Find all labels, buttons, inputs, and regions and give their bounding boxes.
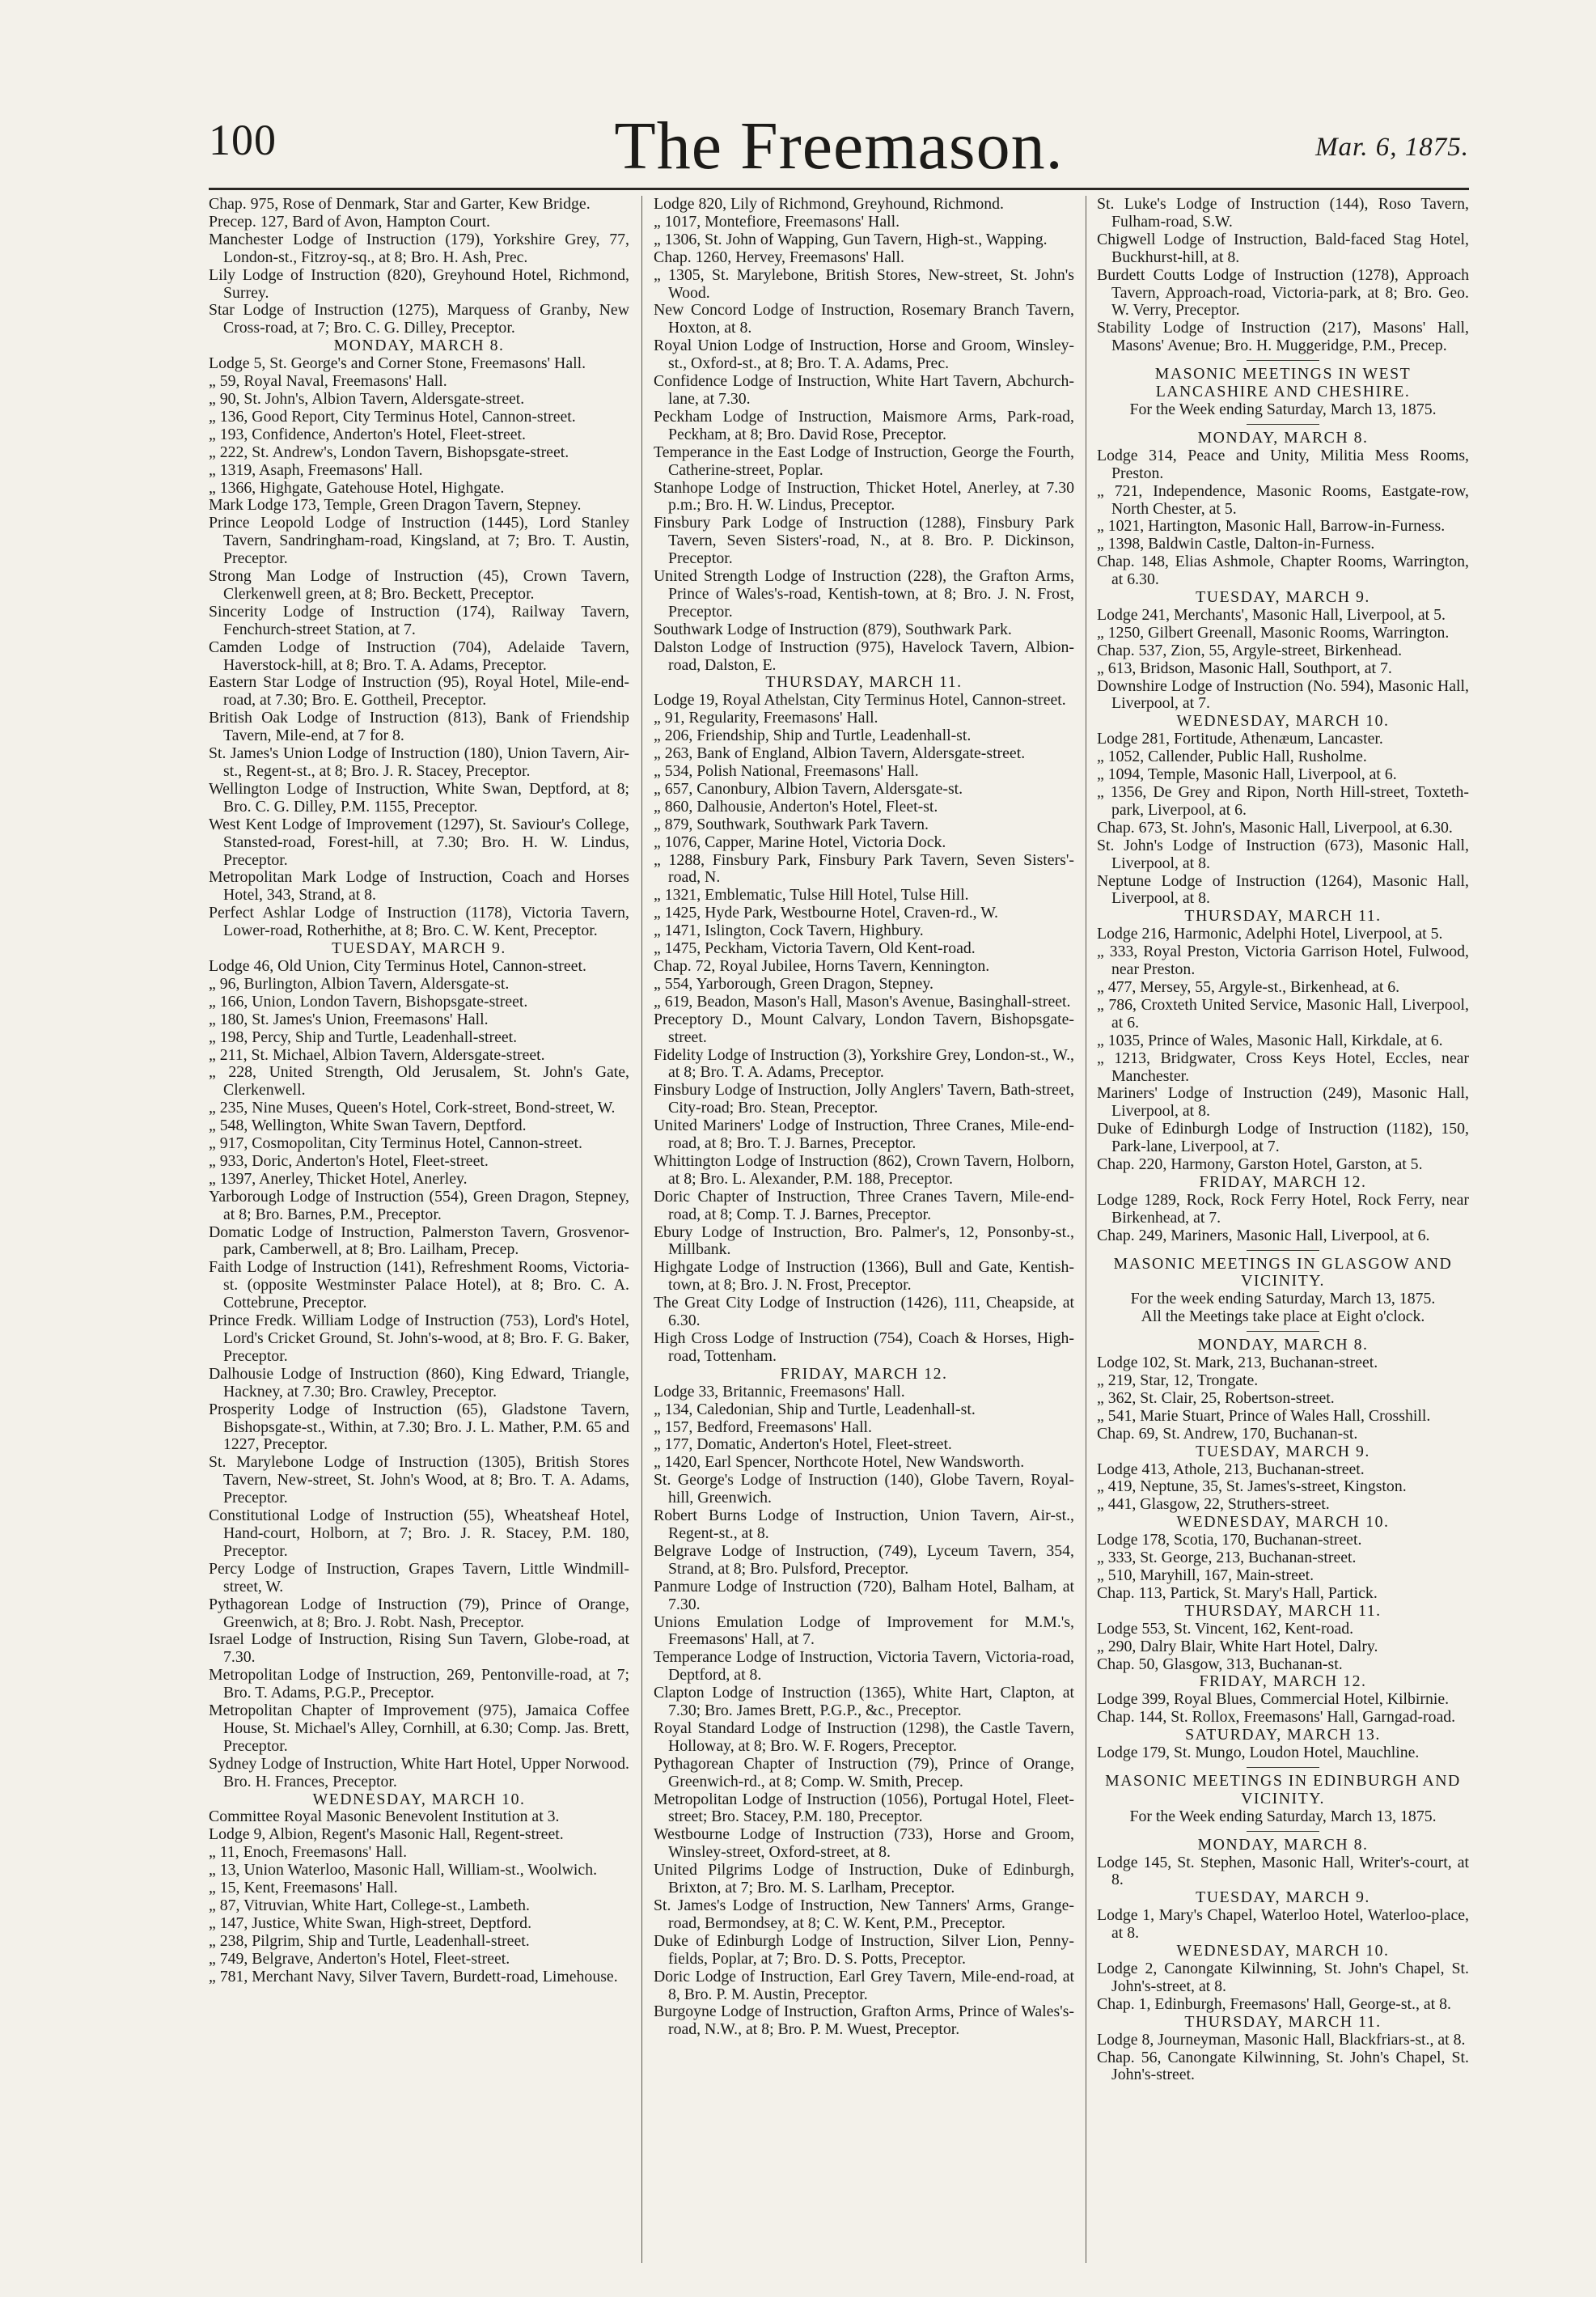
meeting-entry: St. John's Lodge of Instruction (673), Masonic Hall, Liverpool, at 8.: [1097, 836, 1469, 872]
meeting-entry: Dalston Lodge of Instruction (975), Havelock Tavern, Albion-road, Dalston, E.: [654, 638, 1074, 674]
meeting-entry: Stability Lodge of Instruction (217), Masons' Hall, Masons' Avenue; Bro. H. Muggeridge, P.M., Precep.: [1097, 319, 1469, 355]
meeting-entry: „ 1425, Hyde Park, Westbourne Hotel, Craven-rd., W.: [654, 904, 999, 922]
section-subtitle: For the week ending Saturday, March 13, 1875.: [1130, 1290, 1436, 1308]
meeting-entry: Lodge 314, Peace and Unity, Militia Mess Rooms, Preston.: [1097, 446, 1469, 482]
meeting-entry: Stanhope Lodge of Instruction, Thicket Hotel, Anerley, at 7.30 p.m.; Bro. H. W. Lindus, Preceptor.: [654, 478, 1074, 515]
meeting-entry: „ 554, Yarborough, Green Dragon, Stepney.: [654, 974, 933, 993]
meeting-entry: „ 1366, Highgate, Gatehouse Hotel, Highgate.: [209, 478, 505, 497]
meeting-entry: Chap. 148, Elias Ashmole, Chapter Rooms, Warrington, at 6.30.: [1097, 553, 1469, 589]
meeting-entry: Lodge 5, St. George's and Corner Stone, Freemasons' Hall.: [209, 354, 586, 373]
section-separator: [1247, 424, 1319, 425]
column-2: [654, 196, 1074, 2263]
meeting-entry: „ 917, Cosmopolitan, City Terminus Hotel, Cannon-street.: [209, 1134, 582, 1153]
meeting-entry: „ 1052, Callender, Public Hall, Rusholme.: [1097, 748, 1367, 766]
day-heading: THURSDAY, MARCH 11.: [1184, 2012, 1382, 2031]
meeting-entry: „ 1471, Islington, Cock Tavern, Highbury.: [654, 922, 924, 940]
meeting-entry: United Pilgrims Lodge of Instruction, Duke of Edinburgh, Brixton, at 7; Bro. M. S. Larlham, Preceptor.: [654, 1861, 1074, 1897]
meeting-entry: Committee Royal Masonic Benevolent Institution at 3.: [209, 1808, 560, 1826]
meeting-entry: „ 1305, St. Marylebone, British Stores, New-street, St. John's Wood.: [654, 265, 1074, 302]
meeting-entry: Lodge 33, Britannic, Freemasons' Hall.: [654, 1382, 905, 1401]
meeting-entry: „ 134, Caledonian, Ship and Turtle, Leadenhall-st.: [654, 1400, 976, 1418]
meeting-entry: Lodge 241, Merchants', Masonic Hall, Liverpool, at 5.: [1097, 605, 1446, 624]
meeting-entry: „ 1475, Peckham, Victoria Tavern, Old Kent-road.: [654, 939, 976, 958]
meeting-entry: Lodge 178, Scotia, 170, Buchanan-street.: [1097, 1531, 1362, 1549]
meeting-entry: Camden Lodge of Instruction (704), Adelaide Tavern, Haverstock-hill, at 8; Bro. T. A. Adams, Preceptor.: [209, 638, 629, 674]
day-heading: THURSDAY, MARCH 11.: [1184, 1601, 1382, 1620]
meeting-entry: West Kent Lodge of Improvement (1297), St. Saviour's College, Stansted-road, Forest-hill, at 7.30; Bro. H. W. Lindus, Preceptor.: [209, 815, 629, 869]
meeting-entry: „ 1398, Baldwin Castle, Dalton-in-Furness.: [1097, 535, 1375, 553]
meeting-entry: Chap. 537, Zion, 55, Argyle-street, Birkenhead.: [1097, 641, 1403, 659]
meeting-entry: Chap. 673, St. John's, Masonic Hall, Liverpool, at 6.30.: [1097, 818, 1453, 837]
meeting-entry: „ 193, Confidence, Anderton's Hotel, Fleet-street.: [209, 425, 526, 443]
meeting-entry: Ebury Lodge of Instruction, Bro. Palmer's, 12, Ponsonby-st., Millbank.: [654, 1223, 1074, 1259]
meeting-entry: Pythagorean Lodge of Instruction (79), Prince of Orange, Greenwich, at 8; Bro. J. Robt. Nash, Preceptor.: [209, 1595, 629, 1631]
meeting-entry: „ 541, Marie Stuart, Prince of Wales Hall, Crosshill.: [1097, 1406, 1431, 1425]
meeting-entry: Chap. 144, St. Rollox, Freemasons' Hall, Garngad-road.: [1097, 1708, 1456, 1727]
meeting-entry: Chap. 113, Partick, St. Mary's Hall, Partick.: [1097, 1583, 1378, 1602]
meeting-entry: Manchester Lodge of Instruction (179), Yorkshire Grey, 77, London-st., Fitzroy-sq., at 8; Bro. H. Ash, Prec.: [209, 230, 629, 266]
section-subtitle: For the Week ending Saturday, March 13, 1875.: [1129, 1807, 1437, 1825]
meeting-entry: „ 198, Percy, Ship and Turtle, Leadenhall-street.: [209, 1028, 518, 1046]
issue-date: Mar. 6, 1875.: [1315, 133, 1469, 162]
meeting-entry: „ 166, Union, London Tavern, Bishopsgate-street.: [209, 992, 528, 1011]
meeting-entry: Highgate Lodge of Instruction (1366), Bull and Gate, Kentish-town, at 8; Bro. J. N. Frost, Preceptor.: [654, 1258, 1074, 1295]
day-heading: THURSDAY, MARCH 11.: [1184, 907, 1382, 926]
meeting-entry: Lily Lodge of Instruction (820), Greyhound Hotel, Richmond, Surrey.: [209, 265, 629, 302]
meeting-entry: Doric Lodge of Instruction, Earl Grey Tavern, Mile-end-road, at 8, Bro. P. M. Austin, Preceptor.: [654, 1967, 1074, 2003]
day-heading: TUESDAY, MARCH 9.: [1196, 1442, 1370, 1460]
day-heading: TUESDAY, MARCH 9.: [1196, 588, 1370, 607]
meeting-entry: „ 222, St. Andrew's, London Tavern, Bishopsgate-street.: [209, 443, 569, 461]
meeting-entry: „ 333, St. George, 213, Buchanan-street.: [1097, 1549, 1357, 1567]
meeting-entry: Dalhousie Lodge of Instruction (860), King Edward, Triangle, Hackney, at 7.30; Bro. Crawley, Preceptor.: [209, 1364, 629, 1401]
meeting-entry: Mark Lodge 173, Temple, Green Dragon Tavern, Stepney.: [209, 496, 582, 515]
meeting-entry: Preceptory D., Mount Calvary, London Tavern, Bishopsgate-street.: [654, 1010, 1074, 1046]
meeting-entry: Faith Lodge of Instruction (141), Refreshment Rooms, Victoria-st. (opposite Westminster Palace Hotel), at 8; Bro. C. A. Cottebrune, Preceptor.: [209, 1258, 629, 1312]
meeting-entry: St. Marylebone Lodge of Instruction (1305), British Stores Tavern, New-street, St. John's Wood, at 8; Bro. T. A. Adams, Preceptor.: [209, 1453, 629, 1507]
section-subtitle: All the Meetings take place at Eight o'clock.: [1141, 1307, 1425, 1326]
meeting-entry: Chap. 249, Mariners, Masonic Hall, Liverpool, at 6.: [1097, 1226, 1430, 1244]
meeting-entry: „ 1250, Gilbert Greenall, Masonic Rooms, Warrington.: [1097, 623, 1450, 642]
meeting-entry: „ 96, Burlington, Albion Tavern, Aldersgate-st.: [209, 974, 510, 993]
meeting-entry: „ 263, Bank of England, Albion Tavern, Aldersgate-street.: [654, 744, 1026, 763]
meeting-entry: Chap. 1260, Hervey, Freemasons' Hall.: [654, 248, 904, 266]
meeting-entry: Clapton Lodge of Instruction (1365), White Hart, Clapton, at 7.30; Bro. James Brett, P.G.P., &c., Preceptor.: [654, 1684, 1074, 1720]
meeting-entry: „ 721, Independence, Masonic Rooms, Eastgate-row, North Chester, at 5.: [1097, 481, 1469, 518]
meeting-entry: St. James's Union Lodge of Instruction (180), Union Tavern, Air-st., Regent-st., at 8; Bro. J. R. Stacey, Preceptor.: [209, 744, 629, 780]
meeting-entry: Downshire Lodge of Instruction (No. 594), Masonic Hall, Liverpool, at 7.: [1097, 676, 1469, 713]
meeting-entry: „ 228, United Strength, Old Jerusalem, St. John's Gate, Clerkenwell.: [209, 1063, 629, 1100]
meeting-entry: Chap. 50, Glasgow, 313, Buchanan-st.: [1097, 1655, 1343, 1673]
meeting-entry: Burdett Coutts Lodge of Instruction (1278), Approach Tavern, Approach-road, Victoria-park, at 8; Bro. Geo. W. Verry, Preceptor.: [1097, 265, 1469, 320]
day-heading: TUESDAY, MARCH 9.: [332, 939, 506, 958]
meeting-entry: Sincerity Lodge of Instruction (174), Railway Tavern, Fenchurch-street Station, at 7.: [209, 602, 629, 638]
meeting-entry: Lodge 8, Journeyman, Masonic Hall, Blackfriars-st., at 8.: [1097, 2030, 1466, 2049]
meeting-entry: Whittington Lodge of Instruction (862), Crown Tavern, Holborn, at 8; Bro. L. Alexander, P.M. 188, Preceptor.: [654, 1151, 1074, 1188]
meeting-entry: Constitutional Lodge of Instruction (55), Wheatsheaf Hotel, Hand-court, Holborn, at 7; Bro. J. R. Stacey, P.M. 180, Preceptor.: [209, 1507, 629, 1560]
meeting-entry: „ 211, St. Michael, Albion Tavern, Aldersgate-street.: [209, 1045, 545, 1064]
masthead: [209, 108, 1469, 193]
meeting-entry: „ 1213, Bridgwater, Cross Keys Hotel, Eccles, near Manchester.: [1097, 1049, 1469, 1085]
meeting-entry: „ 235, Nine Muses, Queen's Hotel, Cork-street, Bond-street, W.: [209, 1099, 616, 1117]
meeting-entry: Metropolitan Mark Lodge of Instruction, Coach and Horses Hotel, 343, Strand, at 8.: [209, 868, 629, 905]
meeting-entry: Westbourne Lodge of Instruction (733), Horse and Groom, Winsley-street, Oxford-street, at 8.: [654, 1825, 1074, 1862]
meeting-entry: „ 657, Canonbury, Albion Tavern, Aldersgate-st.: [654, 779, 963, 798]
day-heading: FRIDAY, MARCH 12.: [1199, 1172, 1367, 1191]
day-heading: FRIDAY, MARCH 12.: [1199, 1672, 1367, 1691]
page-number: 100: [209, 116, 277, 164]
section-separator: [1247, 360, 1319, 361]
meeting-entry: Percy Lodge of Instruction, Grapes Tavern, Little Windmill-street, W.: [209, 1559, 629, 1596]
meeting-entry: Finsbury Lodge of Instruction, Jolly Anglers' Tavern, Bath-street, City-road; Bro. Stean, Preceptor.: [654, 1081, 1074, 1117]
meeting-entry: Confidence Lodge of Instruction, White Hart Tavern, Abchurch-lane, at 7.30.: [654, 372, 1074, 408]
meeting-entry: Finsbury Park Lodge of Instruction (1288), Finsbury Park Tavern, Seven Sisters'-road, N., at 8. Bro. P. Dickinson, Preceptor.: [654, 514, 1074, 568]
meeting-entry: St. James's Lodge of Instruction, New Tanners' Arms, Grange-road, Bermondsey, at 8; C. W. Kent, P.M., Preceptor.: [654, 1897, 1074, 1932]
meeting-entry: Unions Emulation Lodge of Improvement for M.M.'s, Freemasons' Hall, at 7.: [654, 1613, 1074, 1649]
meeting-entry: Lodge 281, Fortitude, Athenæum, Lancaster.: [1097, 730, 1383, 748]
masthead-rule: [209, 188, 1469, 190]
meeting-entry: „ 157, Bedford, Freemasons' Hall.: [654, 1418, 873, 1436]
day-heading: WEDNESDAY, MARCH 10.: [1176, 1513, 1390, 1532]
meeting-entry: Perfect Ashlar Lodge of Instruction (1178), Victoria Tavern, Lower-road, Rotherhithe, at 8; Bro. C. W. Kent, Preceptor.: [209, 904, 629, 940]
meeting-entry: Chap. 220, Harmony, Garston Hotel, Garston, at 5.: [1097, 1155, 1423, 1174]
meeting-entry: Lodge 820, Lily of Richmond, Greyhound, Richmond.: [654, 196, 1004, 213]
meeting-entry: „ 613, Bridson, Masonic Hall, Southport, at 7.: [1097, 659, 1392, 677]
day-heading: MONDAY, MARCH 8.: [1197, 428, 1369, 447]
meeting-entry: Sydney Lodge of Instruction, White Hart Hotel, Upper Norwood. Bro. H. Frances, Preceptor.: [209, 1754, 629, 1791]
meeting-entry: Chap. 1, Edinburgh, Freemasons' Hall, George-st., at 8.: [1097, 1994, 1451, 2013]
meeting-entry: Royal Standard Lodge of Instruction (1298), the Castle Tavern, Holloway, at 8; Bro. W. F. Rogers, Preceptor.: [654, 1719, 1074, 1755]
meeting-entry: „ 933, Doric, Anderton's Hotel, Fleet-street.: [209, 1151, 489, 1170]
meeting-entry: Star Lodge of Instruction (1275), Marquess of Granby, New Cross-road, at 7; Bro. C. G. Dilley, Preceptor.: [209, 301, 629, 337]
day-heading: MONDAY, MARCH 8.: [333, 337, 505, 355]
meeting-entry: Peckham Lodge of Instruction, Maismore Arms, Park-road, Peckham, at 8; Bro. David Rose, Preceptor.: [654, 407, 1074, 443]
day-heading: WEDNESDAY, MARCH 10.: [1176, 1942, 1390, 1960]
meeting-entry: Chap. 72, Royal Jubilee, Horns Tavern, Kennington.: [654, 956, 990, 975]
meeting-entry: Robert Burns Lodge of Instruction, Union Tavern, Air-st., Regent-st., at 8.: [654, 1507, 1074, 1542]
column-divider: [641, 196, 642, 2263]
meeting-entry: „ 1356, De Grey and Ripon, North Hill-street, Toxteth-park, Liverpool, at 6.: [1097, 783, 1469, 819]
day-heading: MONDAY, MARCH 8.: [1197, 1336, 1369, 1354]
meeting-entry: Metropolitan Lodge of Instruction (1056), Portugal Hotel, Fleet-street; Bro. Stacey, P.M. 180, Preceptor.: [654, 1790, 1074, 1826]
meeting-entry: Royal Union Lodge of Instruction, Horse and Groom, Winsley-st., Oxford-st., at 8; Bro. T. A. Adams, Prec.: [654, 337, 1074, 373]
section-separator: [1247, 1831, 1319, 1832]
meeting-entry: Temperance Lodge of Instruction, Victoria Tavern, Victoria-road, Deptford, at 8.: [654, 1648, 1074, 1685]
meeting-entry: „ 548, Wellington, White Swan Tavern, Deptford.: [209, 1117, 527, 1135]
meeting-entry: Lodge 399, Royal Blues, Commercial Hotel, Kilbirnie.: [1097, 1690, 1450, 1709]
meeting-entry: High Cross Lodge of Instruction (754), Coach & Horses, High-road, Tottenham.: [654, 1329, 1074, 1365]
column-3: [1097, 196, 1469, 2263]
day-heading: SATURDAY, MARCH 13.: [1185, 1726, 1381, 1744]
meeting-entry: Lodge 46, Old Union, City Terminus Hotel, Cannon-street.: [209, 956, 586, 975]
meeting-entry: „ 1021, Hartington, Masonic Hall, Barrow-in-Furness.: [1097, 517, 1446, 536]
meeting-entry: „ 333, Royal Preston, Victoria Garrison Hotel, Fulwood, near Preston.: [1097, 943, 1469, 979]
meeting-entry: British Oak Lodge of Instruction (813), Bank of Friendship Tavern, Mile-end, at 7 for 8.: [209, 709, 629, 745]
meeting-entry: Pythagorean Chapter of Instruction (79), Prince of Orange, Greenwich-rd., at 8; Comp. W. Smith, Precep.: [654, 1754, 1074, 1791]
meeting-entry: „ 1321, Emblematic, Tulse Hill Hotel, Tulse Hill.: [654, 886, 969, 905]
meeting-entry: „ 147, Justice, White Swan, High-street, Deptford.: [209, 1913, 532, 1932]
meeting-entry: Israel Lodge of Instruction, Rising Sun Tavern, Globe-road, at 7.30.: [209, 1630, 629, 1667]
meeting-entry: „ 879, Southwark, Southwark Park Tavern.: [654, 815, 929, 833]
meeting-entry: Fidelity Lodge of Instruction (3), Yorkshire Grey, London-st., W., at 8; Bro. T. A. Adams, Preceptor.: [654, 1045, 1074, 1082]
meeting-entry: Lodge 145, St. Stephen, Masonic Hall, Writer's-court, at 8.: [1097, 1853, 1469, 1889]
meeting-entry: „ 1319, Asaph, Freemasons' Hall.: [209, 460, 423, 479]
meeting-entry: Lodge 413, Athole, 213, Buchanan-street.: [1097, 1460, 1365, 1478]
meeting-entry: „ 619, Beadon, Mason's Hall, Mason's Avenue, Basinghall-street.: [654, 992, 1071, 1011]
section-separator: [1247, 1250, 1319, 1251]
meeting-entry: Yarborough Lodge of Instruction (554), Green Dragon, Stepney, at 8; Bro. Barnes, P.M., Preceptor.: [209, 1187, 629, 1223]
meeting-entry: Metropolitan Chapter of Improvement (975), Jamaica Coffee House, St. Michael's Alley, Cornhill, at 6.30; Comp. Jas. Brett, Preceptor.: [209, 1702, 629, 1755]
meeting-entry: Lodge 2, Canongate Kilwinning, St. John's Chapel, St. John's-street, at 8.: [1097, 1960, 1469, 1995]
day-heading: THURSDAY, MARCH 11.: [765, 673, 963, 692]
column-1: [209, 196, 629, 2263]
meeting-entry: „ 860, Dalhousie, Anderton's Hotel, Fleet-st.: [654, 797, 938, 816]
meeting-entry: „ 362, St. Clair, 25, Robertson-street.: [1097, 1388, 1335, 1407]
meeting-entry: „ 510, Maryhill, 167, Main-street.: [1097, 1566, 1314, 1584]
meeting-entry: Prince Leopold Lodge of Instruction (1445), Lord Stanley Tavern, Sandringham-road, Kingsland, at 7; Bro. T. Austin, Preceptor.: [209, 514, 629, 568]
section-separator: [1247, 1767, 1319, 1768]
meeting-entry: United Strength Lodge of Instruction (228), the Grafton Arms, Prince of Wales's-road, Kentish-town, at 8; Bro. J. N. Frost, Preceptor.: [654, 567, 1074, 621]
section-separator: [1247, 1331, 1319, 1332]
meeting-entry: Chap. 56, Canongate Kilwinning, St. John's Chapel, St. John's-street.: [1097, 2048, 1469, 2084]
meeting-entry: „ 477, Mersey, 55, Argyle-st., Birkenhead, at 6.: [1097, 977, 1400, 996]
meeting-entry: „ 1094, Temple, Masonic Hall, Liverpool, at 6.: [1097, 765, 1397, 784]
meeting-entry: Southwark Lodge of Instruction (879), Southwark Park.: [654, 620, 1012, 638]
meeting-entry: Metropolitan Lodge of Instruction, 269, Pentonville-road, at 7; Bro. T. Adams, P.G.P., Preceptor.: [209, 1666, 629, 1702]
meeting-entry: „ 749, Belgrave, Anderton's Hotel, Fleet-street.: [209, 1949, 510, 1968]
meeting-entry: „ 238, Pilgrim, Ship and Turtle, Leadenhall-street.: [209, 1931, 530, 1950]
meeting-entry: „ 290, Dalry Blair, White Hart Hotel, Dalry.: [1097, 1637, 1378, 1655]
meeting-entry: „ 441, Glasgow, 22, Struthers-street.: [1097, 1495, 1330, 1514]
meeting-entry: „ 1017, Montefiore, Freemasons' Hall.: [654, 212, 900, 231]
meeting-entry: „ 90, St. John's, Albion Tavern, Aldersgate-street.: [209, 389, 525, 408]
meeting-entry: Lodge 179, St. Mungo, Loudon Hotel, Mauchline.: [1097, 1744, 1420, 1762]
meeting-entry: „ 59, Royal Naval, Freemasons' Hall.: [209, 372, 447, 391]
meeting-entry: Prince Fredk. William Lodge of Instruction (753), Lord's Hotel, Lord's Cricket Ground, St. John's-wood, at 8; Bro. F. G. Baker, Preceptor.: [209, 1312, 629, 1365]
meeting-entry: „ 136, Good Report, City Terminus Hotel, Cannon-street.: [209, 407, 576, 426]
day-heading: MONDAY, MARCH 8.: [1197, 1835, 1369, 1854]
meeting-entry: „ 177, Domatic, Anderton's Hotel, Fleet-street.: [654, 1435, 952, 1454]
meeting-entry: „ 1035, Prince of Wales, Masonic Hall, Kirkdale, at 6.: [1097, 1031, 1443, 1049]
meeting-entry: „ 1076, Capper, Marine Hotel, Victoria Dock.: [654, 833, 946, 851]
meeting-entry: „ 219, Star, 12, Trongate.: [1097, 1371, 1259, 1389]
meeting-entry: Wellington Lodge of Instruction, White Swan, Deptford, at 8; Bro. C. G. Dilley, P.M. 1155, Preceptor.: [209, 779, 629, 816]
meeting-entry: Burgoyne Lodge of Instruction, Grafton Arms, Prince of Wales's-road, N.W., at 8; Bro. P. M. Wuest, Preceptor.: [654, 2002, 1074, 2039]
meeting-entry: Lodge 1, Mary's Chapel, Waterloo Hotel, Waterloo-place, at 8.: [1097, 1906, 1469, 1943]
section-title: MASONIC MEETINGS IN WEST LANCASHIRE AND CHESHIRE.: [1154, 365, 1412, 401]
meeting-entry: Chap. 975, Rose of Denmark, Star and Garter, Kew Bridge.: [209, 196, 591, 213]
meeting-entry: Duke of Edinburgh Lodge of Instruction (1182), 150, Park-lane, Liverpool, at 7.: [1097, 1120, 1469, 1156]
section-title: MASONIC MEETINGS IN EDINBURGH AND VICINITY.: [1105, 1771, 1461, 1808]
meeting-entry: Prosperity Lodge of Instruction (65), Gladstone Tavern, Bishopsgate-st., Within, at 7.30; Bro. J. L. Mather, P.M. 65 and 1227, Preceptor.: [209, 1400, 629, 1454]
day-heading: FRIDAY, MARCH 12.: [780, 1364, 948, 1383]
meeting-entry: „ 15, Kent, Freemasons' Hall.: [209, 1879, 398, 1897]
meeting-entry: Eastern Star Lodge of Instruction (95), Royal Hotel, Mile-end-road, at 7.30; Bro. E. Gottheil, Preceptor.: [209, 673, 629, 710]
meeting-entry: „ 1420, Earl Spencer, Northcote Hotel, New Wandsworth.: [654, 1453, 1025, 1472]
meeting-entry: Chigwell Lodge of Instruction, Bald-faced Stag Hotel, Buckhurst-hill, at 8.: [1097, 230, 1469, 266]
meeting-entry: „ 1306, St. John of Wapping, Gun Tavern, High-st., Wapping.: [654, 230, 1048, 248]
meeting-entry: „ 534, Polish National, Freemasons' Hall.: [654, 762, 919, 780]
meeting-entry: Doric Chapter of Instruction, Three Cranes Tavern, Mile-end-road, at 8; Comp. T. J. Barnes, Preceptor.: [654, 1187, 1074, 1223]
day-heading: WEDNESDAY, MARCH 10.: [312, 1790, 526, 1808]
meeting-entry: Lodge 19, Royal Athelstan, City Terminus Hotel, Cannon-street.: [654, 691, 1066, 710]
meeting-entry: United Mariners' Lodge of Instruction, Three Cranes, Mile-end-road, at 8; Bro. T. J. Barnes, Preceptor.: [654, 1117, 1074, 1153]
meeting-entry: Lodge 216, Harmonic, Adelphi Hotel, Liverpool, at 5.: [1097, 925, 1443, 943]
meeting-entry: Temperance in the East Lodge of Instruction, George the Fourth, Catherine-street, Poplar.: [654, 443, 1074, 479]
meeting-entry: Belgrave Lodge of Instruction, (749), Lyceum Tavern, 354, Strand, at 8; Bro. Pulsford, Preceptor.: [654, 1541, 1074, 1578]
meeting-entry: St. Luke's Lodge of Instruction (144), Roso Tavern, Fulham-road, S.W.: [1097, 196, 1469, 231]
section-title: MASONIC MEETINGS IN GLASGOW AND VICINITY.: [1113, 1254, 1453, 1290]
meeting-entry: St. George's Lodge of Instruction (140), Globe Tavern, Royal-hill, Greenwich.: [654, 1471, 1074, 1507]
meeting-entry: Panmure Lodge of Instruction (720), Balham Hotel, Balham, at 7.30.: [654, 1577, 1074, 1613]
meeting-entry: „ 13, Union Waterloo, Masonic Hall, William-st., Woolwich.: [209, 1861, 598, 1880]
meeting-entry: Precep. 127, Bard of Avon, Hampton Court.: [209, 212, 490, 231]
meeting-entry: „ 419, Neptune, 35, St. James's-street, Kingston.: [1097, 1477, 1407, 1496]
meeting-entry: Neptune Lodge of Instruction (1264), Masonic Hall, Liverpool, at 8.: [1097, 871, 1469, 908]
meeting-entry: „ 1288, Finsbury Park, Finsbury Park Tavern, Seven Sisters'-road, N.: [654, 850, 1074, 887]
day-heading: WEDNESDAY, MARCH 10.: [1176, 712, 1390, 731]
meeting-entry: „ 786, Croxteth United Service, Masonic Hall, Liverpool, at 6.: [1097, 995, 1469, 1032]
meeting-entry: Lodge 553, St. Vincent, 162, Kent-road.: [1097, 1619, 1354, 1638]
meeting-entry: „ 91, Regularity, Freemasons' Hall.: [654, 709, 878, 727]
meeting-entry: Lodge 102, St. Mark, 213, Buchanan-street.: [1097, 1354, 1378, 1372]
meeting-entry: „ 1397, Anerley, Thicket Hotel, Anerley.: [209, 1169, 468, 1188]
meeting-entry: „ 180, St. James's Union, Freemasons' Hall.: [209, 1010, 489, 1028]
meeting-entry: „ 87, Vitruvian, White Hart, College-st., Lambeth.: [209, 1897, 530, 1914]
meeting-entry: Lodge 9, Albion, Regent's Masonic Hall, Regent-street.: [209, 1825, 564, 1844]
meeting-entry: Domatic Lodge of Instruction, Palmerston Tavern, Grosvenor-park, Camberwell, at 8; Bro. Lailham, Precep.: [209, 1223, 629, 1259]
meeting-entry: New Concord Lodge of Instruction, Rosemary Branch Tavern, Hoxton, at 8.: [654, 301, 1074, 337]
meeting-entry: Lodge 1289, Rock, Rock Ferry Hotel, Rock Ferry, near Birkenhead, at 7.: [1097, 1190, 1469, 1227]
section-subtitle: For the Week ending Saturday, March 13, 1875.: [1129, 400, 1437, 418]
meeting-entry: Strong Man Lodge of Instruction (45), Crown Tavern, Clerkenwell green, at 8; Bro. Beckett, Preceptor.: [209, 567, 629, 603]
meeting-entry: „ 11, Enoch, Freemasons' Hall.: [209, 1843, 408, 1862]
meeting-entry: The Great City Lodge of Instruction (1426), 111, Cheapside, at 6.30.: [654, 1294, 1074, 1330]
meeting-entry: Duke of Edinburgh Lodge of Instruction, Silver Lion, Penny-fields, Poplar, at 7; Bro. D. S. Potts, Preceptor.: [654, 1931, 1074, 1968]
meeting-entry: Mariners' Lodge of Instruction (249), Masonic Hall, Liverpool, at 8.: [1097, 1084, 1469, 1121]
day-heading: TUESDAY, MARCH 9.: [1196, 1888, 1370, 1907]
meeting-entry: Chap. 69, St. Andrew, 170, Buchanan-st.: [1097, 1424, 1358, 1443]
meeting-entry: „ 206, Friendship, Ship and Turtle, Leadenhall-st.: [654, 727, 972, 745]
newspaper-title: The Freemason.: [614, 108, 1064, 184]
meeting-entry: „ 781, Merchant Navy, Silver Tavern, Burdett-road, Limehouse.: [209, 1967, 618, 1986]
